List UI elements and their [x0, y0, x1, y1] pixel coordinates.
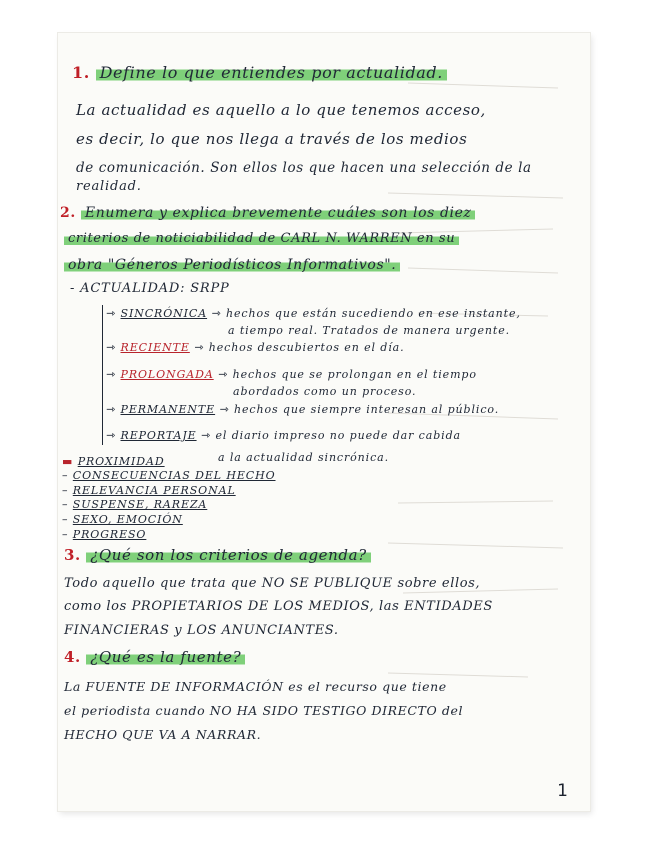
page-number: 1: [557, 781, 568, 801]
question-2-heading-line-2: [64, 231, 459, 246]
criterion-4: – SUSPENSE, RAREZA: [62, 498, 208, 511]
subitem-text: hechos que están sucediendo en ese instante,: [226, 307, 521, 320]
arrow-icon: ⇾: [106, 341, 121, 354]
subitem-term: REPORTAJE: [120, 429, 197, 442]
subitem-term: SINCRÓNICA: [120, 307, 208, 320]
question-3-heading: [64, 546, 371, 564]
criterion-5: – SEXO, EMOCIÓN: [62, 513, 183, 526]
q4-answer-line-3: HECHO QUE VA A NARRAR.: [64, 727, 262, 742]
arrow-icon: ⇾: [106, 307, 121, 320]
question-1-text: Define lo que entiendes por actualidad.: [96, 63, 447, 82]
arrow-icon: ⇾: [219, 403, 235, 416]
q3-answer-line-1: Todo aquello que trata que NO SE PUBLIQUE sobre ellos,: [64, 576, 481, 591]
q1-answer-line-4: realidad.: [76, 179, 142, 194]
criterion-1: ▬ PROXIMIDAD: [62, 455, 165, 468]
criterion-6: – PROGRESO: [62, 528, 147, 541]
arrow-icon: ⇾: [200, 429, 216, 442]
q4-answer-line-1: La FUENTE DE INFORMACIÓN es el recurso que tiene: [64, 679, 447, 694]
subitem-text: el diario impreso no puede dar cabida: [215, 429, 461, 442]
q1-answer-line-1: La actualidad es aquello a lo que tenemos acceso,: [76, 101, 486, 119]
question-2-number: 2.: [60, 205, 76, 221]
question-3-number: 3.: [64, 546, 81, 564]
arrow-icon: ⇾: [218, 368, 233, 381]
subitem-permanente: [106, 403, 499, 416]
q4-answer-line-2: el periodista cuando NO HA SIDO TESTIGO DIRECTO del: [64, 703, 464, 718]
bleed-through-texture: [58, 33, 590, 811]
question-1-heading: [72, 63, 447, 82]
question-4-heading: [64, 648, 245, 666]
q1-answer-line-2: es decir, lo que nos llega a través de los medios: [76, 130, 468, 148]
question-2-text-2: criterios de noticiabilidad de CARL N. WARREN en su: [64, 231, 459, 246]
subitem-sincronica-cont: a tiempo real. Tratados de manera urgente.: [228, 324, 511, 337]
question-2-heading-line-3: [64, 257, 400, 273]
subitem-prolongada-cont: abordados como un proceso.: [233, 385, 417, 398]
question-1-number: 1.: [72, 63, 90, 82]
q3-answer-line-3: FINANCIERAS y LOS ANUNCIANTES.: [64, 623, 339, 638]
subitem-sincronica: [106, 307, 521, 320]
q3-answer-line-2: como los PROPIETARIOS DE LOS MEDIOS, las ENTIDADES: [64, 599, 493, 614]
question-4-number: 4.: [64, 648, 81, 666]
subitem-reciente: [106, 341, 405, 354]
arrow-icon: ⇾: [211, 307, 226, 320]
subitem-text: hechos descubiertos en el día.: [208, 341, 405, 354]
subitem-term: RECIENTE: [120, 341, 190, 354]
question-2-heading-line-1: [60, 205, 475, 221]
question-2-text-3: obra "Géneros Periodísticos Informativos".: [64, 257, 400, 273]
subitem-prolongada: [106, 368, 477, 381]
subitem-term: PROLONGADA: [120, 368, 214, 381]
question-2-text-1: Enumera y explica brevemente cuáles son los diez: [81, 205, 476, 221]
notebook-page: [58, 33, 590, 811]
arrow-icon: ⇾: [194, 341, 209, 354]
arrow-icon: ⇾: [106, 429, 121, 442]
q1-answer-line-3: de comunicación. Son ellos los que hacen una selección de la: [76, 160, 532, 176]
question-4-text: ¿Qué es la fuente?: [86, 648, 245, 666]
subitem-reportaje: [106, 429, 461, 442]
arrow-icon: ⇾: [106, 403, 121, 416]
actualidad-label: - ACTUALIDAD: SRPP: [70, 281, 230, 296]
subitem-text: hechos que se prolongan en el tiempo: [232, 368, 477, 381]
criterion-2: – CONSECUENCIAS DEL HECHO: [62, 469, 276, 482]
criterion-3: – RELEVANCIA PERSONAL: [62, 484, 236, 497]
question-3-text: ¿Qué son los criterios de agenda?: [86, 546, 371, 564]
subitem-term: PERMANENTE: [120, 403, 216, 416]
subitem-text: hechos que siempre interesan al público.: [234, 403, 500, 416]
subitem-reportaje-cont: a la actualidad sincrónica.: [218, 451, 389, 464]
arrow-bracket: [102, 305, 103, 445]
arrow-icon: ⇾: [106, 368, 121, 381]
